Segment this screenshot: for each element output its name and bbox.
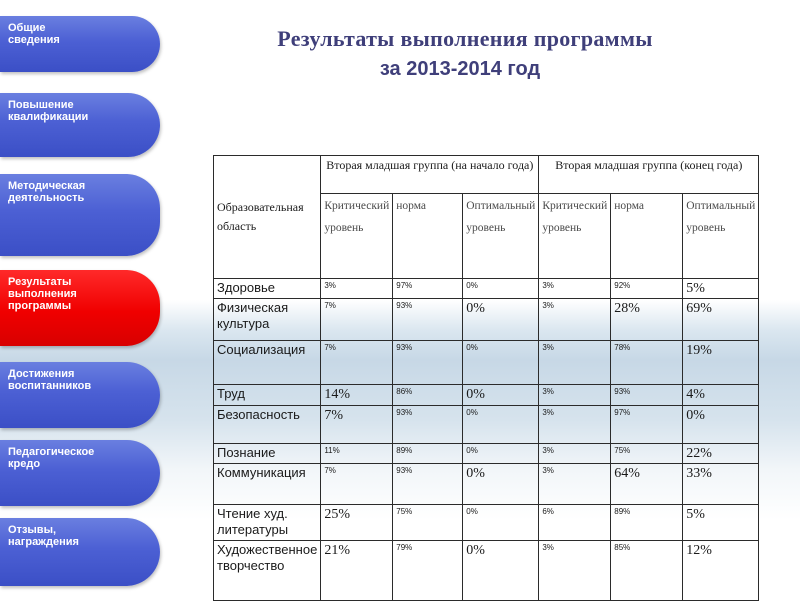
header-norm: норма [611, 194, 683, 279]
cell-value: 5% [683, 279, 759, 299]
table-row [214, 299, 759, 341]
nav-button-qualification[interactable] [0, 93, 160, 157]
cell-value: 3% [539, 385, 611, 406]
cell-value: 79% [393, 541, 463, 601]
table-row [214, 341, 759, 385]
row-area-name: Социализация [214, 341, 321, 385]
row-area-name: Художественное творчество [214, 541, 321, 601]
cell-value: 0% [463, 341, 539, 385]
nav-button-general-info[interactable] [0, 16, 160, 72]
cell-value: 93% [611, 385, 683, 406]
cell-value: 33% [683, 464, 759, 505]
row-area-name: Безопасность [214, 406, 321, 444]
cell-value: 3% [321, 279, 393, 299]
cell-value: 3% [539, 341, 611, 385]
cell-value: 64% [611, 464, 683, 505]
cell-value: 69% [683, 299, 759, 341]
cell-value: 22% [683, 444, 759, 464]
cell-value: 25% [321, 505, 393, 541]
cell-value: 3% [539, 541, 611, 601]
nav-button-program-results[interactable] [0, 270, 160, 346]
row-area-name: Физическая культура [214, 299, 321, 341]
cell-value: 86% [393, 385, 463, 406]
cell-value: 6% [539, 505, 611, 541]
cell-value: 3% [539, 279, 611, 299]
header-norm: норма [393, 194, 463, 279]
cell-value: 19% [683, 341, 759, 385]
table-row [214, 444, 759, 464]
nav-label: Повышение квалификации [8, 99, 89, 123]
nav-label: Методическая деятельность [8, 180, 86, 204]
nav-button-methodical-activity[interactable] [0, 174, 160, 256]
page-title [200, 24, 730, 84]
cell-value: 0% [463, 541, 539, 601]
cell-value: 7% [321, 299, 393, 341]
cell-value: 3% [539, 406, 611, 444]
cell-value: 89% [393, 444, 463, 464]
header-group-start-of-year: Вторая младшая группа (на начало года) [321, 156, 539, 194]
cell-value: 7% [321, 406, 393, 444]
header-optimal-level: Оптимальный уровень [683, 194, 759, 279]
nav-label: Общие сведения [8, 22, 60, 46]
cell-value: 78% [611, 341, 683, 385]
table-row [214, 406, 759, 444]
cell-value: 11% [321, 444, 393, 464]
cell-value: 4% [683, 385, 759, 406]
title-line-2: за 2013-2014 год [379, 58, 541, 80]
table-row [214, 385, 759, 406]
nav-button-reviews-awards[interactable] [0, 518, 160, 586]
cell-value: 0% [463, 505, 539, 541]
cell-value: 0% [463, 444, 539, 464]
cell-value: 75% [393, 505, 463, 541]
cell-value: 0% [463, 406, 539, 444]
results-table [213, 155, 759, 601]
cell-value: 0% [463, 464, 539, 505]
row-area-name: Коммуникация [214, 464, 321, 505]
cell-value: 28% [611, 299, 683, 341]
cell-value: 93% [393, 299, 463, 341]
nav-label: Педагогическое кредо [8, 446, 95, 470]
row-area-name: Здоровье [214, 279, 321, 299]
table-row [214, 464, 759, 505]
cell-value: 0% [683, 406, 759, 444]
cell-value: 0% [463, 279, 539, 299]
cell-value: 3% [539, 464, 611, 505]
cell-value: 97% [393, 279, 463, 299]
header-group-end-of-year: Вторая младшая группа (конец года) [539, 156, 759, 194]
cell-value: 89% [611, 505, 683, 541]
row-area-name: Познание [214, 444, 321, 464]
nav-label: Отзывы, награждения [8, 524, 79, 548]
cell-value: 0% [463, 385, 539, 406]
table-row [214, 541, 759, 601]
cell-value: 5% [683, 505, 759, 541]
cell-value: 3% [539, 444, 611, 464]
header-optimal-level: Оптимальный уровень [463, 194, 539, 279]
cell-value: 7% [321, 341, 393, 385]
cell-value: 7% [321, 464, 393, 505]
cell-value: 0% [463, 299, 539, 341]
cell-value: 93% [393, 406, 463, 444]
row-area-name: Чтение худ. литературы [214, 505, 321, 541]
header-educational-area: Образовательная область [214, 156, 321, 279]
side-navigation [0, 0, 165, 600]
cell-value: 97% [611, 406, 683, 444]
cell-value: 75% [611, 444, 683, 464]
cell-value: 12% [683, 541, 759, 601]
nav-button-achievements[interactable] [0, 362, 160, 428]
cell-value: 3% [539, 299, 611, 341]
table-row [214, 279, 759, 299]
nav-label: Результаты выполнения программы [8, 276, 77, 312]
nav-button-pedagogical-credo[interactable] [0, 440, 160, 506]
cell-value: 14% [321, 385, 393, 406]
cell-value: 93% [393, 341, 463, 385]
nav-label: Достижения воспитанников [8, 368, 92, 392]
cell-value: 85% [611, 541, 683, 601]
cell-value: 93% [393, 464, 463, 505]
cell-value: 92% [611, 279, 683, 299]
table-row [214, 505, 759, 541]
row-area-name: Труд [214, 385, 321, 406]
cell-value: 21% [321, 541, 393, 601]
title-line-1: Результаты выполнения программы [277, 26, 653, 51]
header-critical-level: Критический уровень [539, 194, 611, 279]
header-critical-level: Критический уровень [321, 194, 393, 279]
